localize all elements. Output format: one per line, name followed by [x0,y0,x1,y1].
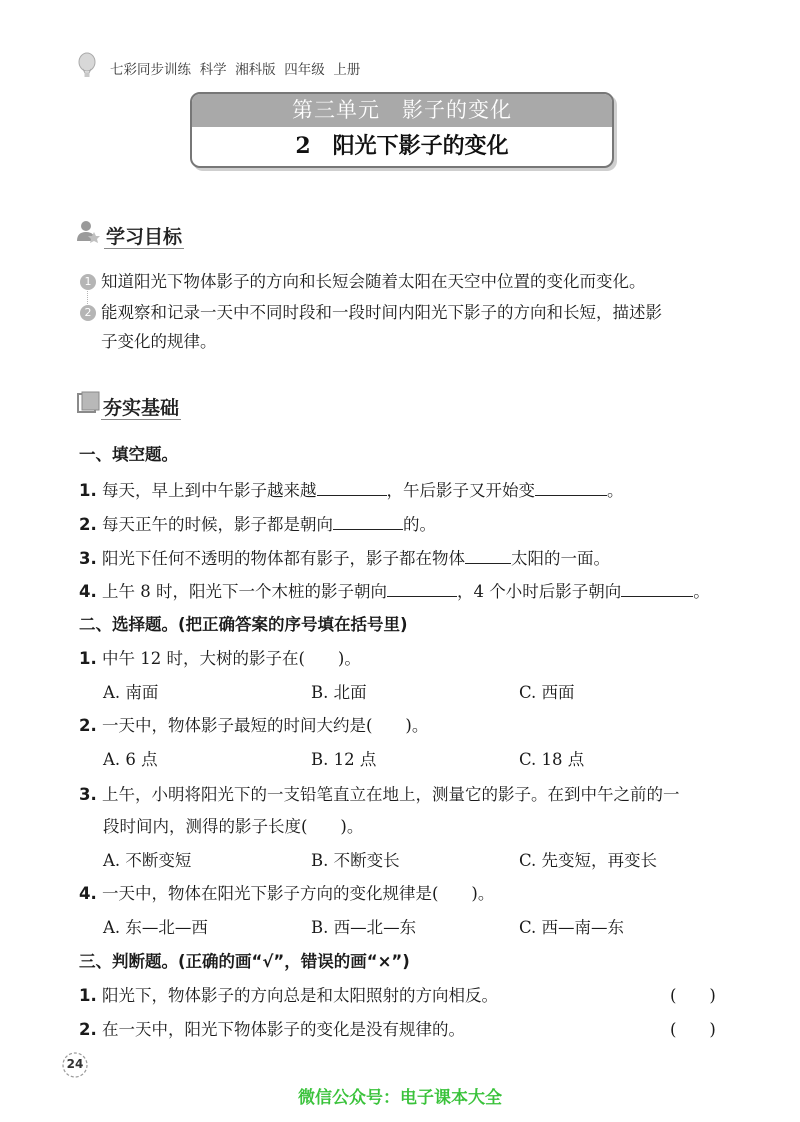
balloon-logo-icon [76,52,98,78]
basics-heading: 夯实基础 [103,397,180,419]
question-text: 在一天中，阳光下物体影子的变化是没有规律的。 [102,1020,465,1039]
judge-question [79,986,498,1006]
question-text: 上午 8 时，阳光下一个木桩的影子朝向 [102,582,387,601]
answer-blank[interactable] [535,480,607,496]
footer-watermark: 微信公众号：电子课本大全 [298,1088,502,1108]
choice-option-a[interactable]: A. 南面 [103,683,159,702]
choice-question [79,649,361,669]
header-volume: 上册 [333,62,361,78]
objective-text: 知道阳光下物体影子的方向和长短会随着太阳在天空中位置的变化而变化。 [101,272,646,291]
question-number: 3. [79,549,97,568]
question-number: 1. [79,986,97,1005]
question-text: 一天中，物体影子最短的时间大约是( )。 [102,716,429,735]
header-series: 七彩同步训练 [110,62,191,78]
answer-blank[interactable] [387,581,457,597]
choice-option-c[interactable]: C. 先变短，再变长 [519,851,658,870]
question-number: 2. [79,1020,97,1039]
question-text: 上午，小明将阳光下的一支铅笔直立在地上，测量它的影子。在到中午之前的一 [102,785,680,804]
objective-text-continued: 子变化的规律。 [101,332,217,351]
question-number: 2. [79,515,97,534]
question-number: 2. [79,716,97,735]
choice-question [79,884,494,904]
question-number: 3. [79,785,97,804]
fill-question [79,514,436,535]
goals-underline [104,248,184,249]
choice-option-c[interactable]: C. 西面 [519,683,575,702]
choice-option-a[interactable]: A. 东—北—西 [103,918,208,937]
question-number: 4. [79,582,97,601]
answer-blank[interactable] [333,514,403,530]
book-icon [76,391,100,415]
question-text: ，午后影子又开始变 [386,481,535,500]
question-text: 太阳的一面。 [511,549,610,568]
question-text: 中午 12 时，大树的影子在( )。 [102,649,361,668]
choice-option-a[interactable]: A. 不断变短 [103,851,192,870]
goals-heading: 学习目标 [106,226,183,248]
choice-option-a[interactable]: A. 6 点 [103,750,158,769]
question-text: 每天正午的时候，影子都是朝向 [102,515,333,534]
part3-heading: 三、判断题。(正确的画“√”，错误的画“×”) [79,952,410,971]
header-subject: 科学 [199,62,227,78]
question-text: 阳光下，物体影子的方向总是和太阳照射的方向相反。 [102,986,498,1005]
lesson-title-box [190,92,614,168]
unit-title: 第三单元 影子的变化 [192,94,612,127]
fill-question [79,581,710,602]
answer-blank[interactable] [621,581,693,597]
fill-question [79,548,610,569]
question-text: 阳光下任何不透明的物体都有影子，影子都在物体 [102,549,465,568]
choice-option-b[interactable]: B. 北面 [311,683,367,702]
question-number: 1. [79,481,97,500]
question-text: 一天中，物体在阳光下影子方向的变化规律是( )。 [102,884,495,903]
question-text-continued: 段时间内，测得的影子长度( )。 [103,817,364,836]
choice-option-b[interactable]: B. 不断变长 [311,851,400,870]
question-text: 。 [607,481,624,500]
book-header [110,58,360,78]
objective-connector [87,291,88,304]
question-text: ，4 个小时后影子朝向 [457,582,622,601]
question-text: 每天，早上到中午影子越来越 [102,481,317,500]
part2-heading: 二、选择题。(把正确答案的序号填在括号里) [79,615,408,634]
header-edition: 湘科版 [235,62,276,78]
objective-number: 2 [80,305,96,321]
question-text: 的。 [403,515,436,534]
lesson-title: 2 阳光下影子的变化 [295,133,509,159]
choice-option-c[interactable]: C. 西—南—东 [519,918,625,937]
page-number: 24 [66,1057,84,1071]
question-number: 1. [79,649,97,668]
choice-question [79,785,680,805]
part1-heading: 一、填空题。 [79,445,178,464]
objective-number: 1 [80,274,96,290]
question-text: 。 [693,582,710,601]
fill-question [79,480,624,501]
basics-underline [101,419,181,420]
choice-option-b[interactable]: B. 西—北—东 [311,918,417,937]
answer-parentheses[interactable]: ( ) [670,986,716,1005]
objective-text: 能观察和记录一天中不同时段和一段时间内阳光下影子的方向和长短，描述影 [101,303,662,322]
people-icon [76,219,102,245]
answer-parentheses[interactable]: ( ) [670,1020,716,1039]
header-grade: 四年级 [284,62,325,78]
judge-question [79,1020,465,1040]
question-number: 4. [79,884,97,903]
answer-blank[interactable] [465,548,511,564]
choice-option-b[interactable]: B. 12 点 [311,750,377,769]
choice-option-c[interactable]: C. 18 点 [519,750,585,769]
choice-question [79,716,428,736]
answer-blank[interactable] [317,480,387,496]
